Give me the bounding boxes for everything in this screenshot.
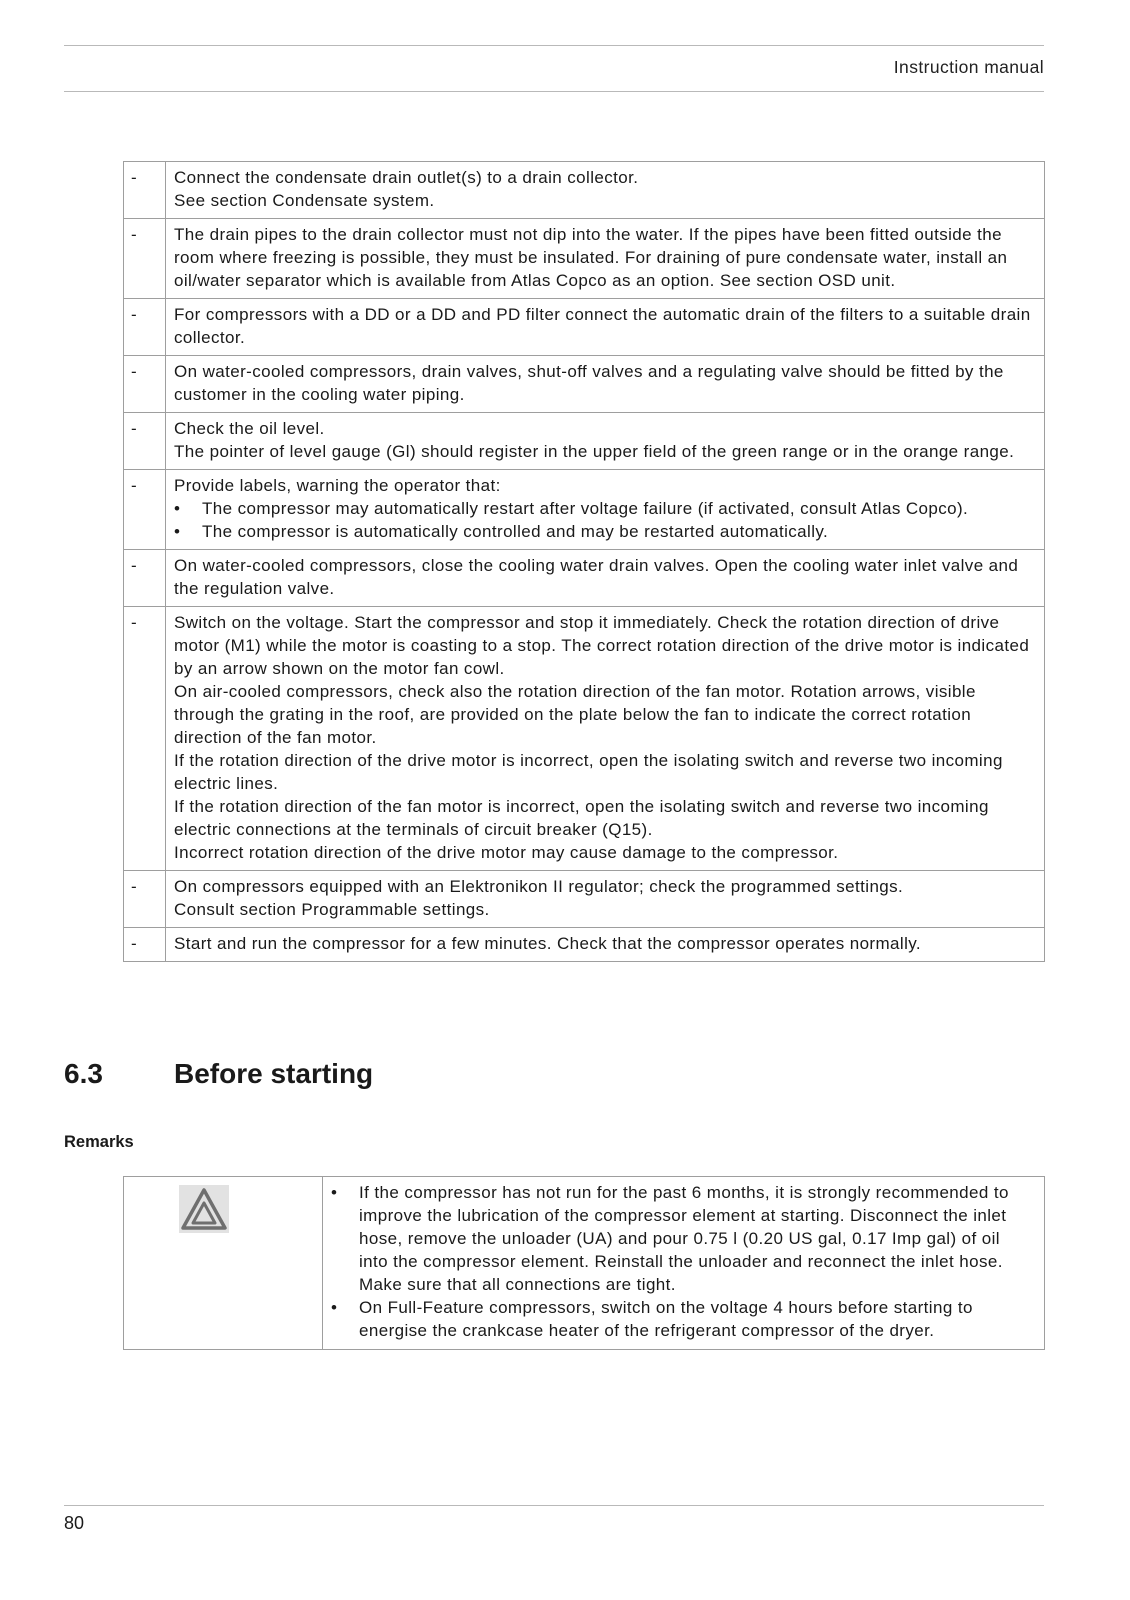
header-top-rule [64,45,1044,46]
step-text: Switch on the voltage. Start the compressor and stop it immediately. Check the rotation direction of drive motor (M1) while the motor is coasting to a stop. The correct rotation direction of the drive motor is indicated by an arrow shown on the motor fan cowl. [174,613,1030,678]
step-marker: - [124,871,166,928]
step-text: If the rotation direction of the drive motor is incorrect, open the isolating switch and reverse two incoming electric lines. [174,751,1003,793]
section-number: 6.3 [64,1058,103,1089]
step-text-cell [166,162,1045,219]
step-text-cell [166,928,1045,962]
step-text: On water-cooled compressors, drain valves, shut-off valves and a regulating valve should be fitted by the customer in the cooling water piping. [174,362,1004,404]
step-text-cell [166,871,1045,928]
step-marker: - [124,219,166,299]
remarks-label: Remarks [64,1133,134,1151]
step-bullet: • The compressor is automatically controlled and may be restarted automatically. [174,520,1034,543]
step-marker: - [124,413,166,470]
step-text: Check the oil level. [174,419,325,438]
header-bottom-rule [64,91,1044,92]
remarks-text-cell [323,1177,1045,1350]
step-text: The pointer of level gauge (Gl) should register in the upper field of the green range or in the orange range. [174,442,1015,461]
step-text-cell [166,219,1045,299]
section-title: Before starting [174,1058,374,1089]
footer-rule [64,1505,1044,1506]
procedure-row [124,356,1045,413]
warning-triangle-icon [179,1185,229,1233]
step-text: Start and run the compressor for a few minutes. Check that the compressor operates normally. [174,934,922,953]
step-text: Consult section Programmable settings. [174,900,490,919]
remarks-bullet: • On Full-Feature compressors, switch on the voltage 4 hours before starting to energise the crankcase heater of the refrigerant compressor of the dryer. [331,1296,1034,1342]
step-marker: - [124,928,166,962]
procedure-table [123,161,1045,962]
step-text: For compressors with a DD or a DD and PD filter connect the automatic drain of the filters to a suitable drain collector. [174,305,1031,347]
step-text-cell [166,413,1045,470]
step-marker: - [124,470,166,550]
procedure-row [124,162,1045,219]
page-number: 80 [64,1513,85,1533]
step-marker: - [124,299,166,356]
step-text: On compressors equipped with an Elektronikon II regulator; check the programmed settings. [174,877,904,896]
step-marker: - [124,550,166,607]
step-marker: - [124,356,166,413]
step-bullet: • The compressor may automatically restart after voltage failure (if activated, consult Atlas Copco). [174,497,1034,520]
procedure-row [124,871,1045,928]
procedure-row [124,413,1045,470]
step-text: See section Condensate system. [174,191,435,210]
step-text-cell [166,299,1045,356]
remarks-bullet: • If the compressor has not run for the past 6 months, it is strongly recommended to improve the lubrication of the compressor element at starting. Disconnect the inlet hose, remove the unloader (UA) and pour 0.75 l (0.20 US gal, 0.17 Imp gal) of oil into the compressor element. Reinstall the unloader and reconnect the inlet hose. Make sure that all connections are tight. [331,1181,1034,1296]
step-marker: - [124,162,166,219]
procedure-row [124,219,1045,299]
step-text-cell [166,550,1045,607]
remarks-row [124,1177,1045,1350]
header-title: Instruction manual [893,57,1044,77]
step-text: The drain pipes to the drain collector must not dip into the water. If the pipes have been fitted outside the room where freezing is possible, they must be insulated. For draining of pure condensate water, install an oil/water separator which is available from Atlas Copco as an option. See section OSD unit. [174,225,1008,290]
remarks-table [123,1176,1045,1350]
procedure-row [124,470,1045,550]
step-text: If the rotation direction of the fan motor is incorrect, open the isolating switch and reverse two incoming electric connections at the terminals of circuit breaker (Q15). [174,797,989,839]
procedure-row [124,607,1045,871]
step-text: Incorrect rotation direction of the drive motor may cause damage to the compressor. [174,843,839,862]
step-marker: - [124,607,166,871]
step-bullet-list [174,497,1034,543]
step-text: Provide labels, warning the operator that: [174,476,501,495]
step-text: On air-cooled compressors, check also the rotation direction of the fan motor. Rotation arrows, visible through the grating in the roof, are provided on the plate below the fan to indicate the correct rotation direction of the fan motor. [174,682,976,747]
remarks-icon-cell [124,1177,323,1350]
step-text: Connect the condensate drain outlet(s) to a drain collector. [174,168,639,187]
remarks-bullet-list [331,1181,1034,1342]
procedure-row [124,550,1045,607]
step-text: On water-cooled compressors, close the cooling water drain valves. Open the cooling water inlet valve and the regulation valve. [174,556,1019,598]
step-text-cell [166,607,1045,871]
procedure-row [124,928,1045,962]
procedure-row [124,299,1045,356]
step-text-cell [166,356,1045,413]
step-text-cell [166,470,1045,550]
